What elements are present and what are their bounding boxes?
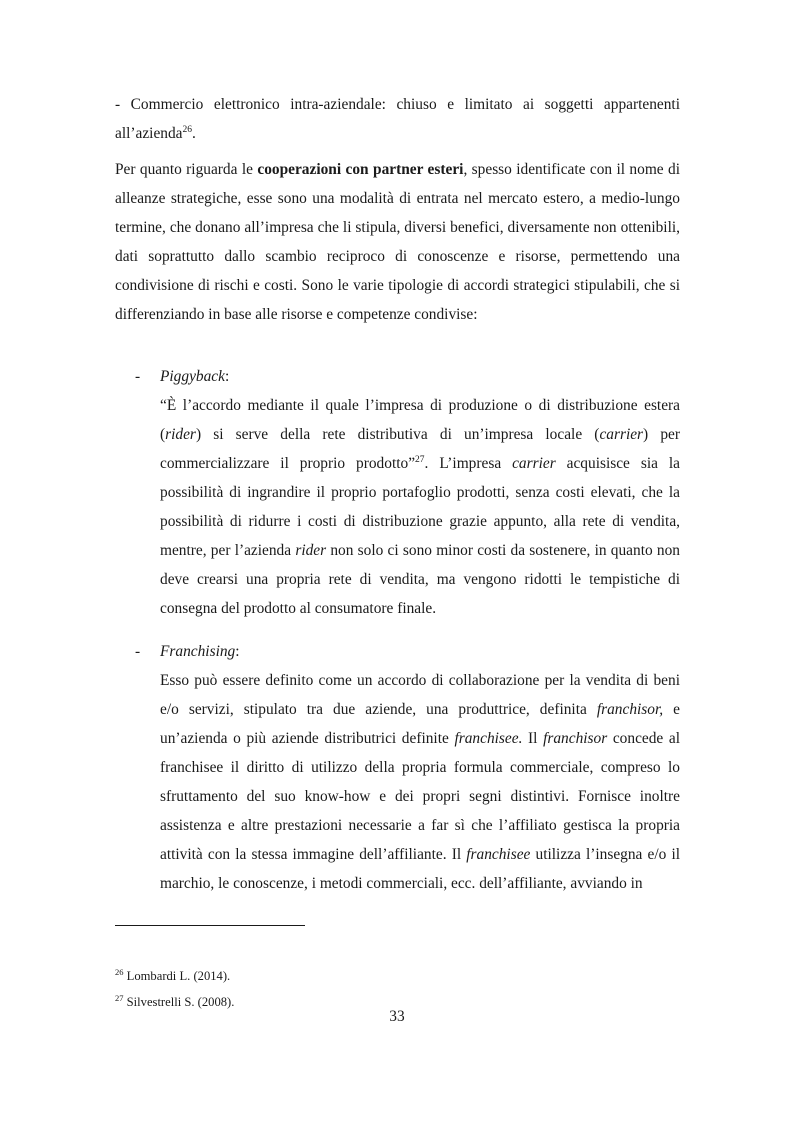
footnote-separator xyxy=(115,925,305,926)
footnote-ref-26[interactable]: 26 xyxy=(182,125,192,135)
list-item-franchising: - Franchising: Esso può essere definito come un accordo di collaborazione per la vendita di beni e/o servizi, stipulato tra due aziende, una produttrice, definita franchisor, e un’azienda o più aziende distributrici definite franchisee. Il franchisor concede al franchisee il diritto di utilizzo della propria formula commerciale, compreso lo sfruttamento del suo know-how e dei propri segni distintivi. Fornisce inoltre assistenza e altre prestazioni necessarie a far sì che l’affiliato gestisca la propria attività con la stessa immagine dell’affiliante. Il franchisee utilizza l’insegna e/o il marchio, le conoscenze, i metodi commerciali, ecc. dell’affiliante, avviando in xyxy=(115,637,680,898)
agreement-list xyxy=(115,362,680,898)
intro-line: - Commercio elettronico intra-aziendale: chiuso e limitato ai soggetti appartenenti all’azienda$^{26}$. xyxy=(115,96,680,142)
footnote-ref-27[interactable]: 27 xyxy=(415,455,425,465)
body-paragraph: Per quanto riguarda le cooperazioni con partner esteri, spesso identificate con il nome di alleanze strategiche, esse sono una modalità di entrata nel mercato estero, a medio-lungo termine, che donano all’impresa che li stipula, diversi benefici, diversamente non ottenibili, dati soprattutto dallo scambio reciproco di conoscenze e risorse, permettendo una condivisione di rischi e costi. Sono le varie tipologie di accordi strategici stipulabili, che si differenziando in base alle risorse e competenze condivise: xyxy=(115,161,680,323)
bullet-dash: - xyxy=(135,368,141,385)
term-franchising: Franchising xyxy=(160,643,236,660)
list-item-piggyback: - Piggyback: “È l’accordo mediante il quale l’impresa di produzione o di distribuzione estera (rider) si serve della rete distributiva di un’impresa locale (carrier) per commercializzare il proprio prodotto”$^{27}$. L’impresa carrier acquisisce sia la possibilità di ingrandire il proprio portafoglio prodotti, senza costi elevati, che la possibilità di ridurre i costi di distribuzione grazie appunto, alla rete di vendita, mentre, per l’azienda rider non solo ci sono minor costi da sostenere, in quanto non deve crearsi una propria rete di vendita, ma vengono ridotti le tempistiche di consegna del prodotto al consumatore finale. xyxy=(115,362,680,623)
bullet-dash: - xyxy=(135,643,141,660)
bold-phrase: cooperazioni con partner esteri xyxy=(257,161,464,178)
term-piggyback: Piggyback xyxy=(160,368,225,385)
footnote-26: $^{26}$ Lombardi L. (2014). xyxy=(115,967,231,983)
page-number: 33 xyxy=(389,1008,405,1025)
footnote-27: $^{27}$ Silvestrelli S. (2008). xyxy=(115,993,235,1009)
